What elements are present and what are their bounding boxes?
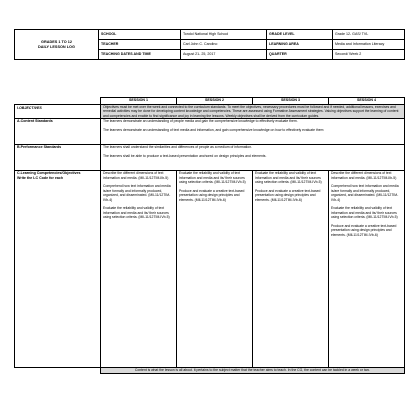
dates-value: August 21- 25, 2017 — [181, 50, 267, 60]
content-note-spacer — [15, 368, 101, 373]
learning-area-label: LEARNING AREA — [267, 40, 333, 50]
performance-standards-line-2: The learners shall be able to produce a text-based presentation anchored on design principles and elements. — [103, 154, 267, 159]
session-4-item-4: Produce and evaluate a creative text-based presentation using design principles and elements. (MIL11/12TIM-IVb-6) — [331, 224, 397, 237]
content-standards-line-2: The learners demonstrate an understanding of text media and information, and gain comprehensive knowledge on how to effectively evaluate them — [103, 128, 324, 133]
grade-level-label: GRADE LEVEL — [267, 30, 333, 40]
session-4-item-2: Comprehend how text information and media is/are formally and informally produced, organized, and disseminated. (MIL11/12TIM-IVb-4) — [331, 184, 399, 202]
header-table — [14, 29, 405, 60]
daily-lesson-log — [14, 29, 404, 374]
session-1-header: SESSION 1 — [101, 98, 177, 105]
content-note: Content is what the lesson is all about. It pertains to the subject matter that the teacher aims to teach. In the CG, the content can be tackled in a week or two. — [101, 368, 405, 373]
content-note-row — [15, 368, 405, 373]
content-standards-text — [101, 119, 405, 145]
content-standards-line-1: The learners demonstrate an understanding of people media and gain the comprehensive knowledge to effectively evaluate them. — [103, 119, 298, 124]
performance-standards-heading: B.Performance Standards — [15, 145, 101, 171]
session-4-item-3: Evaluate the reliability and validity of text information and media and its/ their sources using selection criteria. (MIL11/12TIM-IVb-5) — [331, 206, 398, 220]
performance-standards-line-1: The learners shall understand the similarities and differences of people as a medium of information. — [103, 145, 253, 150]
session-1-item-2: Comprehend how text information and media is/are formally and informally produced, organized, and disseminated. (MIL11/12TIM-IVb-4) — [103, 184, 171, 202]
dates-label: TEACHING DATES AND TIME — [99, 50, 181, 60]
school-value: Tondol National High School — [181, 30, 267, 40]
session-1-competencies — [101, 171, 177, 368]
session-4-header: SESSION 4 — [329, 98, 405, 105]
lesson-table — [14, 97, 405, 374]
session-4-item-1: Describe the different dimensions of text information and media. (MIL11/12TIM-IIb-5) — [331, 171, 397, 180]
page-title: GRADES 1 TO 12 DAILY LESSON LOG — [15, 30, 99, 60]
session-1-item-3: Evaluate the reliability and validity of text information and media and its/ their sources using selection criteria. (MIL11/12TIM-IVb-5) — [103, 206, 170, 220]
quarter-label: QUARTER — [267, 50, 333, 60]
spacer — [14, 60, 404, 97]
session-1-item-1: Describe the different dimensions of text information and media. (MIL11/12TIM-IIb-5) — [103, 171, 169, 180]
session-2-competencies — [177, 171, 253, 368]
session-header-row — [15, 98, 405, 105]
session-2-item-1: Evaluate the reliability and validity of text information and media and its/ their sources using selection criteria. (MIL11/12TIM-IVb-5) — [179, 171, 246, 185]
session-2-item-2: Produce and evaluate a creative text-based presentation using design principles and elements. (MIL11/12TIM-IVb-6) — [179, 188, 245, 202]
teacher-value: Carl John C. Carolino — [181, 40, 267, 50]
session-4-competencies — [329, 171, 405, 368]
session-3-item-2: Produce and evaluate a creative text-based presentation using design principles and elements. (MIL11/12TIM-IVb-6) — [255, 188, 321, 202]
content-standards-row — [15, 119, 405, 145]
performance-standards-row — [15, 145, 405, 171]
objectives-row — [15, 105, 405, 119]
competencies-row — [15, 171, 405, 368]
competencies-heading: C.Learning Competencies/Objectives Write the LC Code for each — [15, 171, 101, 368]
session-3-header: SESSION 3 — [253, 98, 329, 105]
corner-cell — [15, 98, 101, 105]
session-2-header: SESSION 2 — [177, 98, 253, 105]
objectives-heading: I.OBJECTIVES — [15, 105, 101, 119]
teacher-label: TEACHER — [99, 40, 181, 50]
performance-standards-text — [101, 145, 405, 171]
objectives-text: Objectives must be met over the week and connected to the curriculum standards. To meet the objectives, necessary procedures must be followed and if needed, additional lessons, exercises and remedial activities may be done for developing content knowledge and competencies. These are assessed using Formative Assessment strategies. Valuing objectives support the learning of content and competencies and enable to find significance and joy in learning the lessons. Weekly objectives shall be derived from the curriculum guides. — [101, 105, 405, 119]
school-label: SCHOOL — [99, 30, 181, 40]
session-3-competencies — [253, 171, 329, 368]
quarter-value: Second/ Week 2 — [333, 50, 405, 60]
session-3-item-1: Evaluate the reliability and validity of text information and media and its/ their sources using selection criteria. (MIL11/12TIM-IVb-5) — [255, 171, 322, 185]
learning-area-value: Media and Information Literacy — [333, 40, 405, 50]
grade-level-value: Grade 12- GAS/ TVL — [333, 30, 405, 40]
content-standards-heading: A.Content Standards — [15, 119, 101, 145]
